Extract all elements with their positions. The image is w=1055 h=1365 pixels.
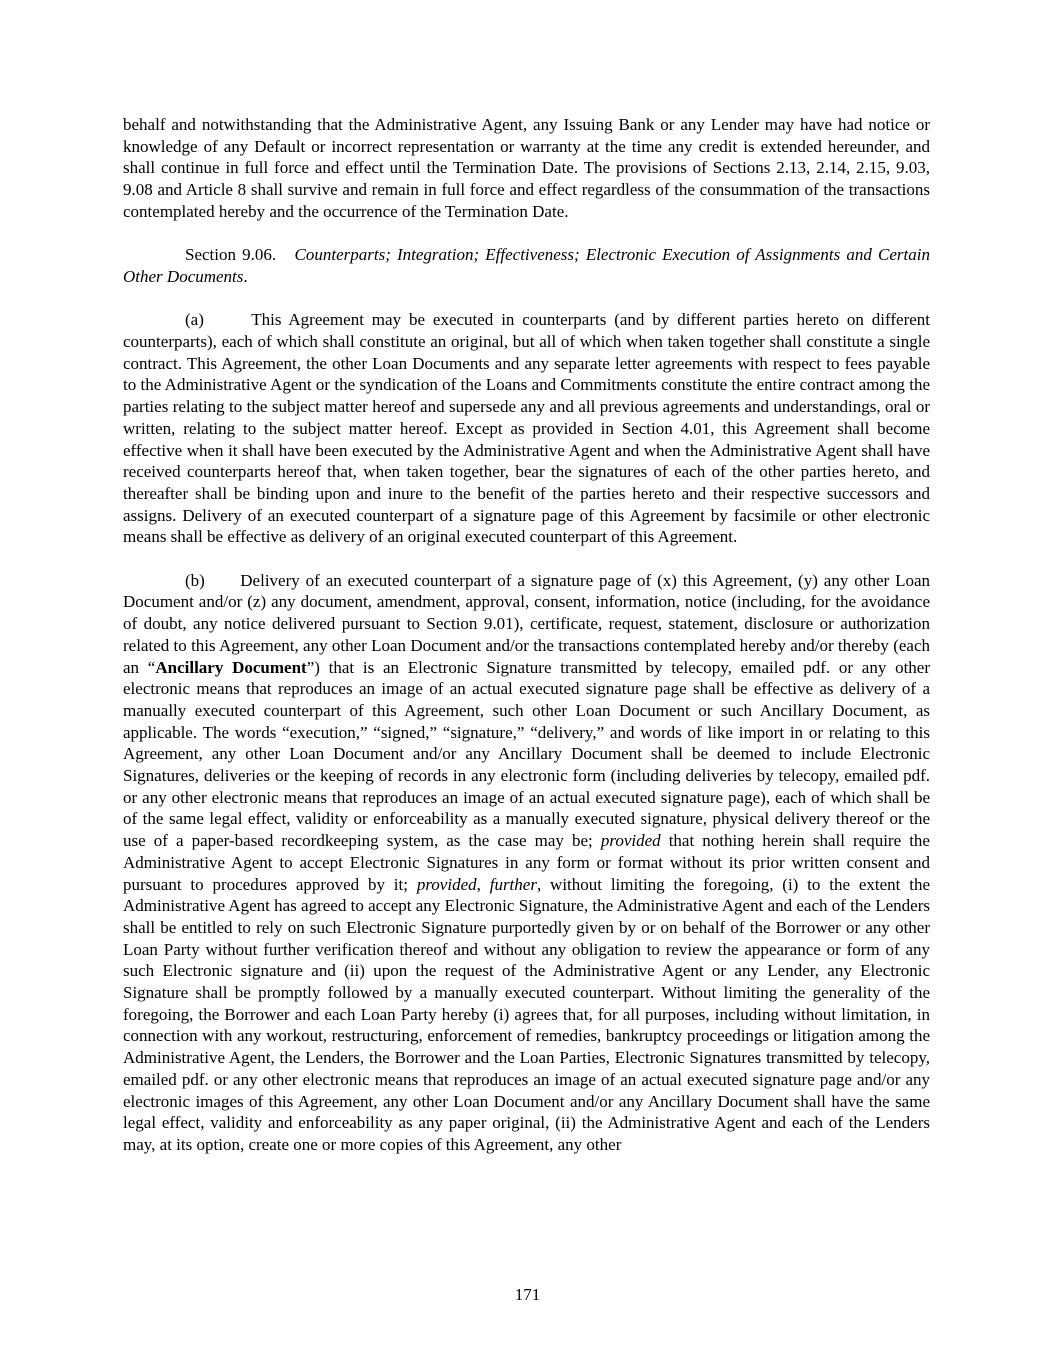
text-segment: behalf and notwithstanding that the Administrative Agent, any Issuing Bank or any Lender may have had notice or knowledge of any Default or incorrect representation or warranty at the time any credit is extended hereunder, and shall continue in full force and effect until the Termination Date. The provisions of Sections 2.13, 2.14, 2.15, 9.03, 9.08 and Article 8 shall survive and remain in full force and effect regardless of the consummation of the transactions contemplated hereby and the occurrence of the Termination Date. [123, 115, 930, 221]
text-segment: that nothing herein shall require the Administrative Agent to accept Electronic Signatures in any form or format without its prior written consent and pursuant to procedures approved by it; [123, 831, 930, 894]
section-9-06-heading [123, 244, 930, 287]
document-body [123, 114, 930, 1177]
text-segment: ”) that is an Electronic Signature transmitted by telecopy, emailed pdf. or any other electronic means that reproduces an image of an actual executed signature page shall be effective as delivery of a manually executed counterpart of this Agreement, such other Loan Document or such Ancillary Document, as applicable. The words “execution,” “signed,” “signature,” “delivery,” and words of like import in or relating to this Agreement, any other Loan Document and/or any Ancillary Document shall be deemed to include Electronic Signatures, deliveries or the keeping of records in any electronic form (including deliveries by telecopy, emailed pdf. or any other electronic means that reproduces an image of an actual executed signature page), each of which shall be of the same legal effect, validity or enforceability as a manually executed signature, physical delivery thereof or the use of a paper-based recordkeeping system, as the case may be; [123, 657, 931, 851]
text-segment: Section 9.06. [185, 245, 295, 265]
text-segment: Ancillary Document [155, 657, 307, 677]
text-segment: Counterparts; Integration; Effectiveness; Electronic Execution of Assignments and Certain Other Documents [123, 245, 930, 286]
paragraph-continuation [123, 114, 930, 223]
text-segment: . [243, 266, 248, 286]
text-segment: provided [600, 831, 661, 851]
text-segment: , without limiting the foregoing, (i) to the extent the Administrative Agent has agreed to accept any Electronic Signature, the Administrative Agent and each of the Lenders shall be entitled to rely on such Electronic Signature purportedly given by or on behalf of the Borrower or any other Loan Party without further verification thereof and without any obligation to review the appearance or form of any such Electronic signature and (ii) upon the request of the Administrative Agent or any Lender, any Electronic Signature shall be promptly followed by a manually executed counterpart. Without limiting the generality of the foregoing, the Borrower and each Loan Party hereby (i) agrees that, for all purposes, including without limitation, in connection with any workout, restructuring, enforcement of remedies, bankruptcy proceedings or litigation among the Administrative Agent, the Lenders, the Borrower and the Loan Parties, Electronic Signatures transmitted by telecopy, emailed pdf. or any other electronic means that reproduces an image of an actual executed signature page and/or any electronic images of this Agreement, any other Loan Document and/or any Ancillary Document shall have the same legal effect, validity and enforceability as any paper original, (ii) the Administrative Agent and each of the Lenders may, at its option, create one or more copies of this Agreement, any other [123, 874, 930, 1154]
text-segment: (a) This Agreement may be executed in counterparts (and by different parties hereto on different counterparts), each of which shall constitute an original, but all of which when taken together shall constitute a single contract. This Agreement, the other Loan Documents and any separate letter agreements with respect to fees payable to the Administrative Agent or the syndication of the Loans and Commitments constitute the entire contract among the parties relating to the subject matter hereof and supersede any and all previous agreements and understandings, oral or written, relating to the subject matter hereof. Except as provided in Section 4.01, this Agreement shall become effective when it shall have been executed by the Administrative Agent and when the Administrative Agent shall have received counterparts hereof that, when taken together, bear the signatures of each of the other parties hereto, and thereafter shall be binding upon and inure to the benefit of the parties hereto and their respective successors and assigns. Delivery of an executed counterpart of a signature page of this Agreement by facsimile or other electronic means shall be effective as delivery of an original executed counterpart of this Agreement. [123, 310, 930, 547]
text-segment: , [476, 874, 490, 894]
text-segment: (b) Delivery of an executed counterpart of a signature page of (x) this Agreement, (y) any other Loan Document and/or (z) any document, amendment, approval, consent, information, notice (including, for the avoidance of doubt, any notice delivered pursuant to Section 9.01), certificate, request, statement, disclosure or authorization related to this Agreement, any other Loan Document and/or the transactions contemplated hereby and/or thereby (each an “ [123, 570, 930, 677]
paragraph-a [123, 309, 930, 548]
page-number: 171 [514, 1285, 541, 1304]
text-segment: provided [416, 874, 477, 894]
paragraph-b [123, 570, 930, 1156]
text-segment: further [489, 874, 537, 894]
